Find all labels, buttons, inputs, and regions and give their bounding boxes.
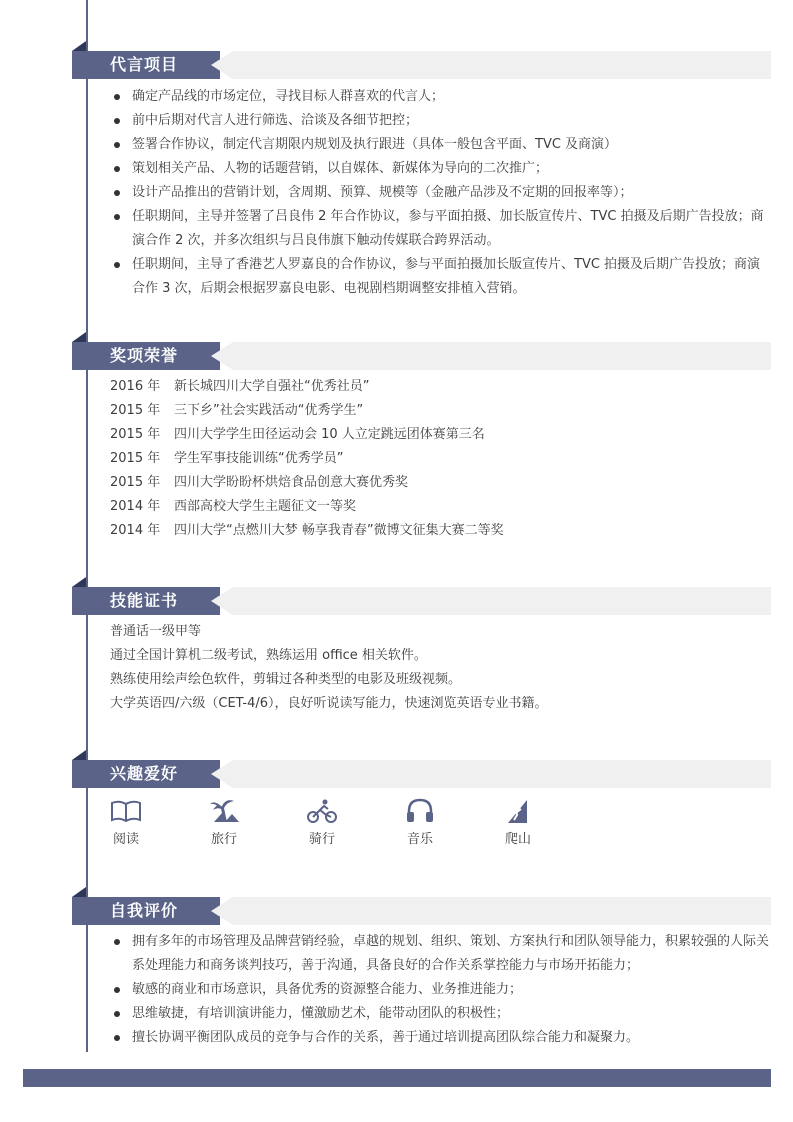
hobbies-list <box>72 788 771 847</box>
list-item: 确定产品线的市场定位，寻找目标人群喜欢的代言人； <box>110 85 771 109</box>
section-header <box>72 587 771 615</box>
award-text: 学生军事技能训练“优秀学员” <box>174 451 344 466</box>
list-item: 拥有多年的市场管理及品牌营销经验，卓越的规划、组织、策划、方案执行和团队领导能力，积累较强的人际关系处理能力和商务谈判技巧，善于沟通，具备良好的合作关系掌控能力与市场开拓能力； <box>110 930 771 978</box>
section-spokesperson <box>72 51 771 301</box>
climbing-icon <box>502 798 534 824</box>
list-item: 前中后期对代言人进行筛选、洽谈及各细节把控； <box>110 109 771 133</box>
section-header <box>72 897 771 925</box>
section-skills <box>72 587 771 716</box>
footer-bar <box>23 1069 771 1087</box>
skill-item: 普通话一级甲等 <box>110 624 202 639</box>
award-year: 2015 年 <box>110 403 161 418</box>
hobby-item <box>110 798 208 847</box>
list-item: 思维敏捷，有培训演讲能力，懂激励艺术，能带动团队的积极性； <box>110 1002 771 1026</box>
section-title: 代言项目 <box>110 55 179 74</box>
award-year: 2014 年 <box>110 499 161 514</box>
list-item: 擅长协调平衡团队成员的竞争与合作的关系，善于通过培训提高团队综合能力和凝聚力。 <box>110 1026 771 1050</box>
hobby-item <box>502 798 600 847</box>
hobby-label: 爬山 <box>504 832 531 847</box>
section-hobbies <box>72 760 771 847</box>
section-title: 自我评价 <box>110 901 179 920</box>
list-item: 签署合作协议，制定代言期限内规划及执行跟进（具体一般包含平面、TVC 及商演） <box>110 133 771 157</box>
section-header <box>72 760 771 788</box>
award-text: 西部高校大学生主题征文一等奖 <box>174 499 357 514</box>
award-text: 四川大学盼盼杯烘焙食品创意大赛优秀奖 <box>174 475 409 490</box>
awards-list <box>72 375 771 543</box>
hobby-item <box>404 798 502 847</box>
book-icon <box>110 798 142 824</box>
award-year: 2014 年 <box>110 523 161 538</box>
award-text: 三下乡”社会实践活动“优秀学生” <box>174 403 364 418</box>
palm-tree-icon <box>208 798 240 824</box>
hobby-item <box>208 798 306 847</box>
list-item: 任职期间，主导了香港艺人罗嘉良的合作协议，参与平面拍摄加长版宣传片、TVC 拍摄及后期广告投放；商演合作 3 次，后期会根据罗嘉良电影、电视剧档期调整安排植入营销。 <box>110 253 771 301</box>
award-row <box>110 495 771 519</box>
award-year: 2015 年 <box>110 451 161 466</box>
list-item: 策划相关产品、人物的话题营销，以自媒体、新媒体为导向的二次推广； <box>110 157 771 181</box>
award-row <box>110 447 771 471</box>
skill-item: 通过全国计算机二级考试，熟练运用 office 相关软件。 <box>110 648 427 663</box>
hobby-label: 骑行 <box>308 832 335 847</box>
award-text: 新长城四川大学自强社“优秀社员” <box>174 379 370 394</box>
award-row <box>110 375 771 399</box>
section-header <box>72 51 771 79</box>
award-year: 2016 年 <box>110 379 161 394</box>
list-item: 设计产品推出的营销计划，含周期、预算、规模等（金融产品涉及不定期的回报率等）； <box>110 181 771 205</box>
award-row <box>110 423 771 447</box>
skill-item: 熟练使用绘声绘色软件，剪辑过各种类型的电影及班级视频。 <box>110 672 462 687</box>
hobby-label: 旅行 <box>210 832 237 847</box>
award-row <box>110 399 771 423</box>
award-text: 四川大学学生田径运动会 10 人立定跳远团体赛第三名 <box>174 427 485 442</box>
section-header <box>72 342 771 370</box>
skills-list <box>72 620 771 716</box>
hobby-label: 音乐 <box>406 832 433 847</box>
headphones-icon <box>404 798 436 824</box>
spokesperson-list <box>72 85 771 301</box>
section-self-evaluation <box>72 897 771 1050</box>
cycling-icon <box>306 798 338 824</box>
award-row <box>110 519 771 543</box>
award-year: 2015 年 <box>110 475 161 490</box>
section-title: 技能证书 <box>110 591 179 610</box>
hobby-item <box>306 798 404 847</box>
hobby-label: 阅读 <box>112 832 139 847</box>
list-item: 任职期间，主导并签署了吕良伟 2 年合作协议，参与平面拍摄、加长版宣传片、TVC 拍摄及后期广告投放；商演合作 2 次，并多次组织与吕良伟旗下触动传媒联合跨界活动。 <box>110 205 771 253</box>
self-evaluation-list <box>72 930 771 1050</box>
award-text: 四川大学“点燃川大梦 畅享我青春”微博文征集大赛二等奖 <box>174 523 504 538</box>
section-awards <box>72 342 771 543</box>
skill-item: 大学英语四/六级（CET-4/6），良好听说读写能力，快速浏览英语专业书籍。 <box>110 696 548 711</box>
section-title: 兴趣爱好 <box>110 764 179 783</box>
list-item: 敏感的商业和市场意识，具备优秀的资源整合能力、业务推进能力； <box>110 978 771 1002</box>
award-year: 2015 年 <box>110 427 161 442</box>
section-title: 奖项荣誉 <box>110 346 179 365</box>
award-row <box>110 471 771 495</box>
